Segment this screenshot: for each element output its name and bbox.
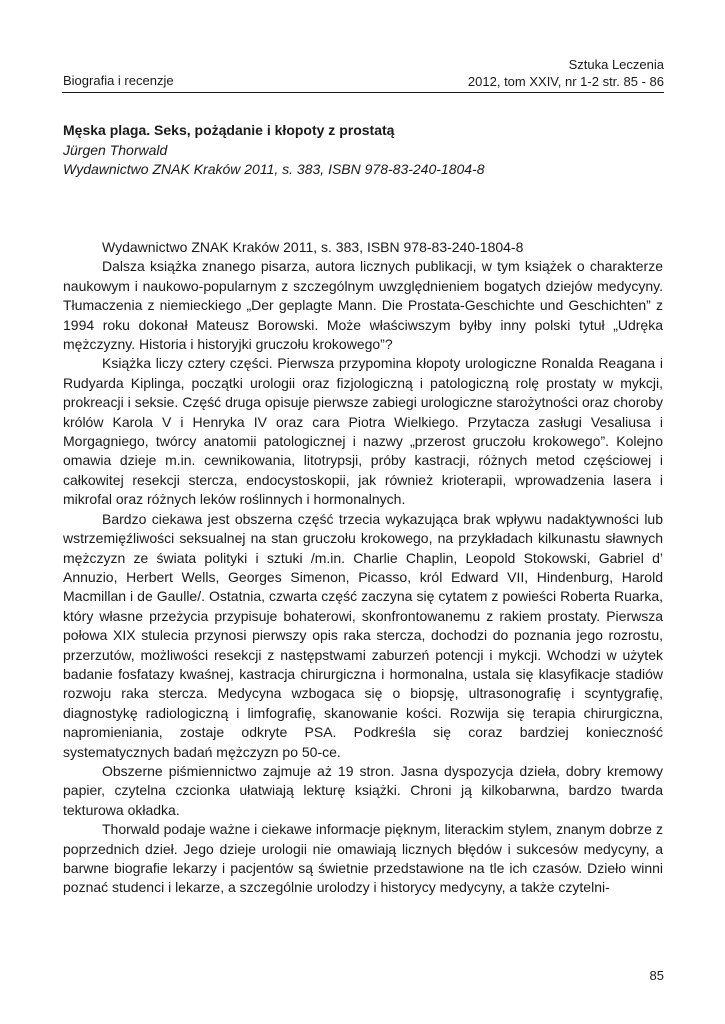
paragraph: Thorwald podaje ważne i ciekawe informacje pięknym, literackim stylem, znanym dobrze z poprzednich dzieł. Jego dzieje urologii nie omawiają licznych błędów i sukcesów medycyny, a barwne biografie lekarzy i pacjentów są świetnie przedstawione na tle ich czasów. Dzieło winni poznać studenci i lekarze, a szczególnie urolodzy i historycy medycyny, a także czytelni- <box>63 821 663 896</box>
book-author: Jürgen Thorwald <box>63 141 168 158</box>
header-divider <box>62 92 664 93</box>
running-head-journal <box>468 56 664 90</box>
page-number: 85 <box>649 968 664 983</box>
running-head-section: Biografia i recenzje <box>63 73 174 88</box>
paragraph: Bardzo ciekawa jest obszerna część trzecia wykazująca brak wpływu nadaktywności lub wstrzemięźliwości seksualnej na stan gruczołu krokowego, na przykładach kilkunastu sławnych mężczyzn ze świata polityki i sztuki /m.in. Charlie Chaplin, Leopold Stokowski, Gabriel d’ Annuzio, Herbert Wells, Georges Simenon, Picasso, król Edward VII, Hindenburg, Harold Macmillan i de Gaulle/. Ostatnia, czwarta część zaczyna się cytatem z powieści Roberta Ruarka, który własne przeżycia przypisuje bohaterowi, skonfrontowanemu z rakiem prostaty. Pierwsza połowa XIX stulecia przynosi pierwszy opis raka stercza, dochodzi do poznania jego rozrostu, przerzutów, możliwości resekcji z następstwami zaburzeń potencji i mykcji. Wchodzi w użytek badanie fosfatazy kwaśnej, kastracja chirurgiczna i hormonalna, ustala się klasyfikacje stadiów rozwoju raka stercza. Medycyna wzbogaca się o biopsję, ultrasonografię i scyntygrafię, diagnostykę radiologiczną i limfografię, skanowanie kości. Rozwija się terapia chirurgiczna, napromieniania, zostaje odkryte PSA. Podkreśla się coraz bardziej konieczność systematycznych badań mężczyzn po 50-ce. <box>63 510 663 760</box>
book-info <box>63 121 663 180</box>
paragraph: Obszerne piśmiennictwo zajmuje aż 19 stron. Jasna dyspozycja dzieła, dobry kremowy papier, czytelna czcionka ułatwiają lekturę książki. Chroni ją kilkobarwna, bardzo twarda tekturowa okładka. <box>63 762 663 818</box>
book-publisher: Wydawnictwo ZNAK Kraków 2011, s. 383, ISBN 978-83-240-1804-8 <box>63 161 485 177</box>
review-body <box>63 238 663 898</box>
journal-name: Sztuka Leczenia <box>568 57 664 72</box>
paragraph: Wydawnictwo ZNAK Kraków 2011, s. 383, ISBN 978-83-240-1804-8 <box>102 239 524 255</box>
journal-citation: 2012, tom XXIV, nr 1-2 str. 85 - 86 <box>467 74 664 89</box>
paragraph: Książka liczy cztery części. Pierwsza przypomina kłopoty urologiczne Ronalda Reagana i Rudyarda Kiplinga, początki urologii oraz fizjologiczną i patologiczną rolę prostaty w mykcji, prokreacji i seksie. Część druga opisuje pierwsze zabiegi urologiczne starożytności oraz choroby królów Karola V i Henryka IV oraz cara Piotra Wielkiego. Przytacza zasługi Vesaliusa i Morgagniego, twórcy anatomii patologicznej i nazwy „przerost gruczołu krokowego”. Kolejno omawia dzieje m.in. cewnikowania, litotrypsji, próby kastracji, różnych metod częściowej i całkowitej resekcji stercza, endocystoskopii, jak również krioterapii, wprowadzenia lasera i mikrofal oraz różnych leków roślinnych i hormonalnych. <box>63 355 663 508</box>
paragraph: Dalsza książka znanego pisarza, autora licznych publikacji, w tym książek o charakterze naukowym i naukowo-popularnym z szczególnym uwzględnieniem bogatych dziejów medycyny. Tłumaczenia z niemieckiego „Der geplagte Mann. Die Prostata-Geschichte und Geschichten” z 1994 roku dokonał Mateusz Borowski. Może właściwszym byłby inny polski tytuł „Udręka mężczyzny. Historia i historyjki gruczołu krokowego”? <box>63 258 663 353</box>
book-title: Męska plaga. Seks, pożądanie i kłopoty z prostatą <box>63 122 395 138</box>
